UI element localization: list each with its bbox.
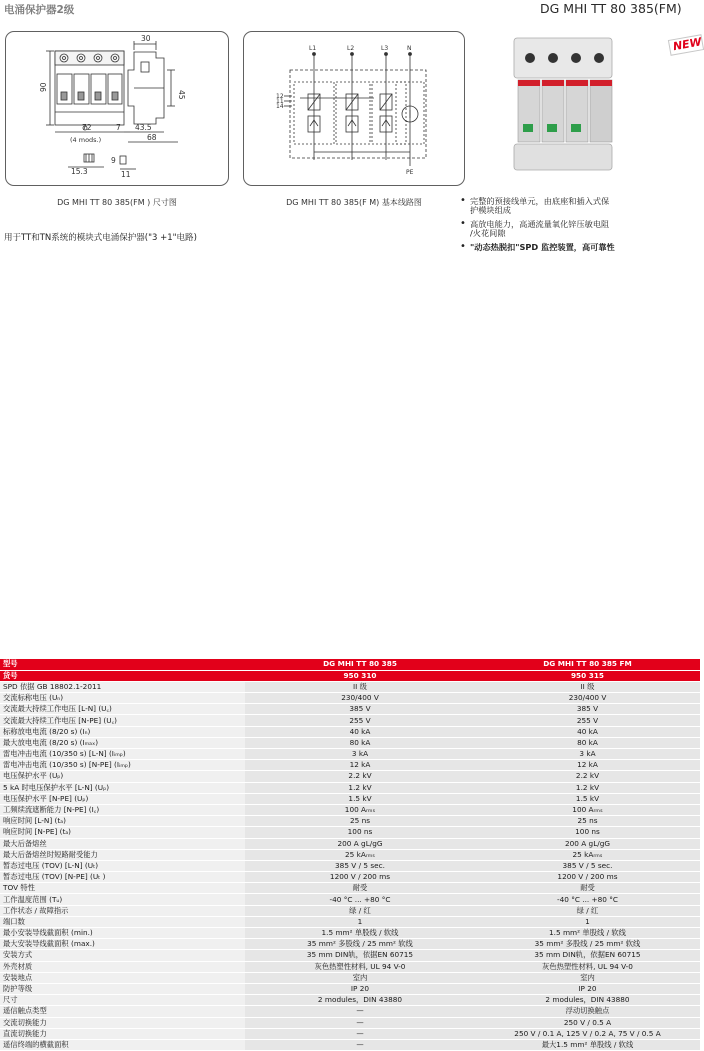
spec-label: 型号: [0, 659, 245, 670]
spec-value: 80 kA: [245, 737, 475, 748]
spec-label: 交流标称电压 (Uₙ): [0, 693, 245, 704]
spec-value: 12 kA: [245, 760, 475, 771]
spec-value: 绿 / 红: [475, 905, 700, 916]
terminal-n: N: [407, 45, 412, 52]
spec-value: 1: [245, 916, 475, 927]
spec-label: 货号: [0, 670, 245, 681]
spec-value: 250 V / 0.5 A: [475, 1017, 700, 1028]
spec-label: 雷电冲击电流 (10/350 s) [L-N] (Iᵢₘₚ): [0, 749, 245, 760]
spec-label: 5 kA 时电压保护水平 [L-N] (Uₚ): [0, 782, 245, 793]
table-row: [0, 804, 700, 815]
dim-30: 30: [141, 34, 151, 43]
spec-value: 1200 V / 200 ms: [245, 872, 475, 883]
spec-value: 230/400 V: [245, 693, 475, 704]
contact-12: 12: [276, 93, 284, 100]
spec-label: 暂态过电压 (TOV) [L-N] (Uₜ): [0, 860, 245, 871]
dim-68: 68: [147, 133, 157, 142]
table-row: [0, 693, 700, 704]
table-row: [0, 1017, 700, 1028]
spec-value: 室内: [475, 972, 700, 983]
spec-value: 灰色热塑性材料, UL 94 V-0: [475, 961, 700, 972]
spec-value: 耐受: [475, 883, 700, 894]
spec-value: IP 20: [475, 983, 700, 994]
product-description: 用于TT和TN系统的模块式电涌保护器("3 +1"电路): [4, 233, 197, 243]
spec-value: 25 kAᵣₘₛ: [245, 849, 475, 860]
table-row: [0, 760, 700, 771]
table-row: [0, 972, 700, 983]
spec-value: DG MHI TT 80 385: [245, 659, 475, 670]
dim-15-3: 15.3: [71, 167, 88, 176]
spec-label: 暂态过电压 (TOV) [N-PE] (Uₜ ): [0, 872, 245, 883]
spec-value: 2.2 kV: [245, 771, 475, 782]
feature-item: • 完整的预接线单元，由底座和插入式保 护模块组成: [458, 197, 700, 215]
spec-label: 交流切换能力: [0, 1017, 245, 1028]
spec-value: 1.2 kV: [475, 782, 700, 793]
spec-value: 耐受: [245, 883, 475, 894]
dim-90: 90: [39, 82, 48, 92]
table-row: [0, 827, 700, 838]
spec-value: 950 310: [245, 670, 475, 681]
dim-mods: (4 mods.): [70, 136, 102, 144]
table-row: [0, 816, 700, 827]
terminal-l3: L3: [381, 45, 389, 52]
circuit-caption: DG MHI TT 80 385(F M) 基本线路图: [286, 198, 422, 207]
product-title: DG MHI TT 80 385(FM): [540, 1, 682, 16]
spec-value: 2 modules，DIN 43880: [475, 995, 700, 1006]
spec-value: 250 V / 0.1 A, 125 V / 0.2 A, 75 V / 0.5 A: [475, 1028, 700, 1039]
spec-value: 绿 / 红: [245, 905, 475, 916]
product-photo: [510, 32, 620, 177]
spec-value: 80 kA: [475, 737, 700, 748]
table-row: [0, 894, 700, 905]
spec-value: 灰色热塑性材料, UL 94 V-0: [245, 961, 475, 972]
spec-value: 浮动切换触点: [475, 1006, 700, 1017]
spec-value: 100 Aᵣₘₛ: [245, 804, 475, 815]
feature-item: • 高放电能力，高通流量氧化锌压敏电阻 /火花间隙: [458, 220, 700, 238]
spec-value: 2.2 kV: [475, 771, 700, 782]
spec-label: 最小安装导线截面积 (min.): [0, 928, 245, 939]
spec-label: 响应时间 [L-N] (tₐ): [0, 816, 245, 827]
spec-value: 12 kA: [475, 760, 700, 771]
spec-value: 200 A gL/gG: [475, 838, 700, 849]
dim-7: 7: [116, 123, 121, 132]
spec-value: 40 kA: [245, 726, 475, 737]
spec-value: 1: [475, 916, 700, 927]
spec-value: 40 kA: [475, 726, 700, 737]
spec-value: 385 V: [475, 704, 700, 715]
dimension-drawing: [5, 31, 229, 186]
table-row: [0, 1039, 700, 1050]
spec-value: 100 ns: [475, 827, 700, 838]
table-row: [0, 995, 700, 1006]
table-row: [0, 983, 700, 994]
spec-value: IP 20: [245, 983, 475, 994]
terminal-pe: PE: [406, 169, 414, 176]
feature-list: [458, 197, 700, 257]
spec-value: 25 kAᵣₘₛ: [475, 849, 700, 860]
spec-value: 最大1.5 mm² 单股线 / 软线: [475, 1039, 700, 1050]
spec-value: 3 kA: [475, 749, 700, 760]
dim-43-5: 43.5: [135, 123, 152, 132]
spec-value: 25 ns: [475, 816, 700, 827]
terminal-l2: L2: [347, 45, 355, 52]
spec-value: 3 kA: [245, 749, 475, 760]
table-row: [0, 860, 700, 871]
spec-value: 230/400 V: [475, 693, 700, 704]
contact-14: 14: [276, 103, 284, 110]
table-row: [0, 681, 700, 692]
spec-value: -40 °C ... +80 °C: [245, 894, 475, 905]
table-row: [0, 905, 700, 916]
spec-value: II 级: [245, 681, 475, 692]
table-row: [0, 771, 700, 782]
spec-value: 35 mm DIN轨，依据EN 60715: [475, 950, 700, 961]
spec-label: 外壳材质: [0, 961, 245, 972]
dimension-caption: DG MHI TT 80 385(FM ) 尺寸图: [57, 198, 177, 207]
table-row: [0, 704, 700, 715]
table-row: [0, 961, 700, 972]
spec-label: 工频续流遮断能力 [N-PE] (I꜀): [0, 804, 245, 815]
dim-45: 45: [177, 90, 186, 100]
spec-label: 遥信触点类型: [0, 1006, 245, 1017]
spec-value: 255 V: [245, 715, 475, 726]
spec-value: 385 V / 5 sec.: [245, 860, 475, 871]
spec-value: 1.2 kV: [245, 782, 475, 793]
contact-11: 11: [276, 98, 284, 105]
spec-label: SPD 依据 GB 18802.1-2011: [0, 681, 245, 692]
spec-value: 25 ns: [245, 816, 475, 827]
table-row: [0, 928, 700, 939]
spec-label: 工作温度范围 (Tᵤ): [0, 894, 245, 905]
table-header-row: [0, 659, 700, 670]
spec-label: 标称放电电流 (8/20 s) (Iₙ): [0, 726, 245, 737]
spec-label: 最大后备熔丝时短路耐受能力: [0, 849, 245, 860]
spec-value: II 级: [475, 681, 700, 692]
spec-label: 最大放电电流 (8/20 s) (Iₘₐₓ): [0, 737, 245, 748]
dimension-drawing-svg: [6, 32, 230, 187]
spec-label: 交流最大持续工作电压 [N-PE] (U꜀): [0, 715, 245, 726]
spec-label: 遥信终端的横截面积: [0, 1039, 245, 1050]
spec-value: 35 mm² 多股线 / 25 mm² 软线: [475, 939, 700, 950]
spec-value: 1200 V / 200 ms: [475, 872, 700, 883]
spec-value: —: [245, 1039, 475, 1050]
table-row: [0, 939, 700, 950]
category-title: 电涌保护器2级: [4, 4, 75, 16]
spec-label: 最大后备熔丝: [0, 838, 245, 849]
table-row: [0, 749, 700, 760]
spec-label: TOV 特性: [0, 883, 245, 894]
spec-label: 电压保护水平 (Uₚ): [0, 771, 245, 782]
spec-label: 直流切换能力: [0, 1028, 245, 1039]
table-row: [0, 950, 700, 961]
table-row: [0, 782, 700, 793]
spec-label: 尺寸: [0, 995, 245, 1006]
spec-value: DG MHI TT 80 385 FM: [475, 659, 700, 670]
dim-72: 72: [82, 123, 92, 132]
spec-label: 安装地点: [0, 972, 245, 983]
spec-value: 1.5 mm² 单股线 / 软线: [245, 928, 475, 939]
spec-value: 385 V / 5 sec.: [475, 860, 700, 871]
spec-value: 100 ns: [245, 827, 475, 838]
table-row: [0, 849, 700, 860]
spec-value: 200 A gL/gG: [245, 838, 475, 849]
spec-label: 雷电冲击电流 (10/350 s) [N-PE] (Iᵢₘₚ): [0, 760, 245, 771]
dim-11: 11: [121, 170, 131, 179]
spec-value: 1.5 mm² 单股线 / 软线: [475, 928, 700, 939]
table-row: [0, 737, 700, 748]
new-badge: NEW: [668, 34, 704, 56]
spec-value: —: [245, 1017, 475, 1028]
table-header-row: [0, 670, 700, 681]
table-row: [0, 1006, 700, 1017]
spec-value: 2 modules，DIN 43880: [245, 995, 475, 1006]
spec-value: 室内: [245, 972, 475, 983]
table-row: [0, 793, 700, 804]
spec-label: 电压保护水平 [N-PE] (Uₚ): [0, 793, 245, 804]
spec-label: 最大安装导线截面积 (max.): [0, 939, 245, 950]
spec-value: -40 °C ... +80 °C: [475, 894, 700, 905]
spec-label: 安装方式: [0, 950, 245, 961]
spec-value: 255 V: [475, 715, 700, 726]
spec-value: 950 315: [475, 670, 700, 681]
spec-value: 100 Aᵣₘₛ: [475, 804, 700, 815]
spec-value: —: [245, 1006, 475, 1017]
circuit-diagram-svg: [244, 32, 466, 187]
circuit-diagram: [243, 31, 465, 186]
table-row: [0, 872, 700, 883]
spec-value: 35 mm² 多股线 / 25 mm² 软线: [245, 939, 475, 950]
spec-value: 385 V: [245, 704, 475, 715]
table-row: [0, 715, 700, 726]
spec-value: —: [245, 1028, 475, 1039]
spec-label: 响应时间 [N-PE] (tₐ): [0, 827, 245, 838]
spec-label: 交流最大持续工作电压 [L-N] (U꜀): [0, 704, 245, 715]
terminal-l1: L1: [309, 45, 317, 52]
table-row: [0, 1028, 700, 1039]
table-row: [0, 883, 700, 894]
feature-item: • "动态热脱扣"SPD 监控装置，高可靠性: [458, 243, 700, 252]
spec-label: 端口数: [0, 916, 245, 927]
table-row: [0, 916, 700, 927]
table-row: [0, 726, 700, 737]
spec-value: 1.5 kV: [245, 793, 475, 804]
spec-value: 35 mm DIN轨，依据EN 60715: [245, 950, 475, 961]
spec-label: 防护等级: [0, 983, 245, 994]
specifications-table: [0, 659, 700, 1051]
spec-label: 工作状态 / 故障指示: [0, 905, 245, 916]
dim-9: 9: [111, 156, 116, 165]
table-row: [0, 838, 700, 849]
spec-value: 1.5 kV: [475, 793, 700, 804]
